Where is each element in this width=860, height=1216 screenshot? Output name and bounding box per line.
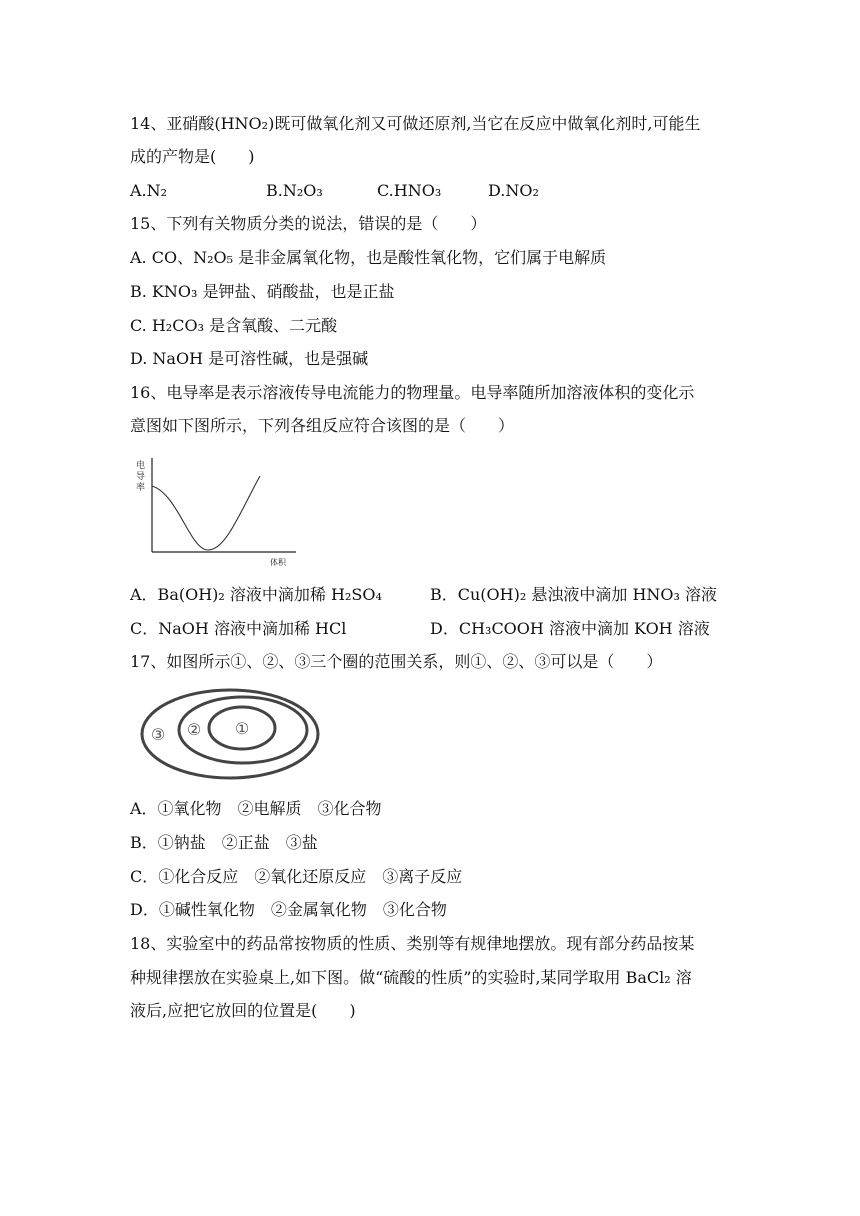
q16-stem-line1: 16、电导率是表示溶液传导电流能力的物理量。电导率随所加溶液体积的变化示 — [130, 383, 695, 402]
q16-option-b: B．Cu(OH)₂ 悬浊液中滴加 HNO₃ 溶液 — [430, 585, 718, 604]
circle-3-outer — [142, 690, 318, 778]
q15-option-c: C. H₂CO₃ 是含氧酸、二元酸 — [130, 316, 338, 335]
graph-curve — [152, 476, 260, 550]
q14-stem-line1: 14、亚硝酸(HNO₂)既可做氧化剂又可做还原剂,当它在反应中做氧化剂时,可能生 — [130, 114, 701, 133]
q16-option-d: D．CH₃COOH 溶液中滴加 KOH 溶液 — [430, 619, 710, 638]
graph-xlabel: 体积 — [270, 558, 286, 567]
circle-label-1: ① — [234, 719, 250, 738]
q16-stem-line2: 意图如下图所示，下列各组反应符合该图的是（ ） — [130, 416, 515, 435]
q17-option-a: A．①氧化物 ②电解质 ③化合物 — [130, 799, 382, 818]
q18-stem-line3: 液后,应把它放回的位置是( ) — [130, 1001, 356, 1020]
q17-option-c: C．①化合反应 ②氧化还原反应 ③离子反应 — [130, 867, 463, 886]
q16-option-a: A．Ba(OH)₂ 溶液中滴加稀 H₂SO₄ — [130, 585, 382, 604]
q16-option-c: C．NaOH 溶液中滴加稀 HCl — [130, 619, 347, 638]
q15-option-d: D. NaOH 是可溶性碱，也是强碱 — [130, 349, 369, 368]
conductivity-graph — [128, 452, 308, 574]
q17-option-d: D．①碱性氧化物 ②金属氧化物 ③化合物 — [130, 900, 447, 919]
q14-option-c: C.HNO₃ — [377, 181, 442, 200]
q15-option-a: A. CO、N₂O₅ 是非金属氧化物，也是酸性氧化物，它们属于电解质 — [130, 248, 607, 267]
nested-circles-diagram — [136, 686, 326, 786]
q17-option-b: B．①钠盐 ②正盐 ③盐 — [130, 833, 318, 852]
circle-label-2: ② — [186, 720, 202, 739]
q14-option-d: D.NO₂ — [488, 181, 539, 200]
q18-stem-line1: 18、实验室中的药品常按物质的性质、类别等有规律地摆放。现有部分药品按某 — [130, 934, 695, 953]
circle-label-3: ③ — [150, 725, 166, 744]
q14-option-b: B.N₂O₃ — [266, 181, 323, 200]
q15-stem: 15、下列有关物质分类的说法，错误的是（ ） — [130, 214, 487, 233]
graph-ylabel-2: 导 — [136, 472, 146, 482]
q14-stem-line2: 成的产物是( ) — [130, 147, 255, 166]
graph-ylabel-1: 电 — [136, 461, 146, 471]
graph-ylabel-3: 率 — [136, 483, 146, 493]
q14-option-a: A.N₂ — [130, 181, 168, 200]
q15-option-b: B. KNO₃ 是钾盐、硝酸盐，也是正盐 — [130, 282, 395, 301]
q18-stem-line2: 种规律摆放在实验桌上,如下图。做“硫酸的性质”的实验时,某同学取用 BaCl₂ 溶 — [130, 968, 692, 987]
q17-stem: 17、如图所示①、②、③三个圈的范围关系，则①、②、③可以是（ ） — [130, 652, 663, 671]
